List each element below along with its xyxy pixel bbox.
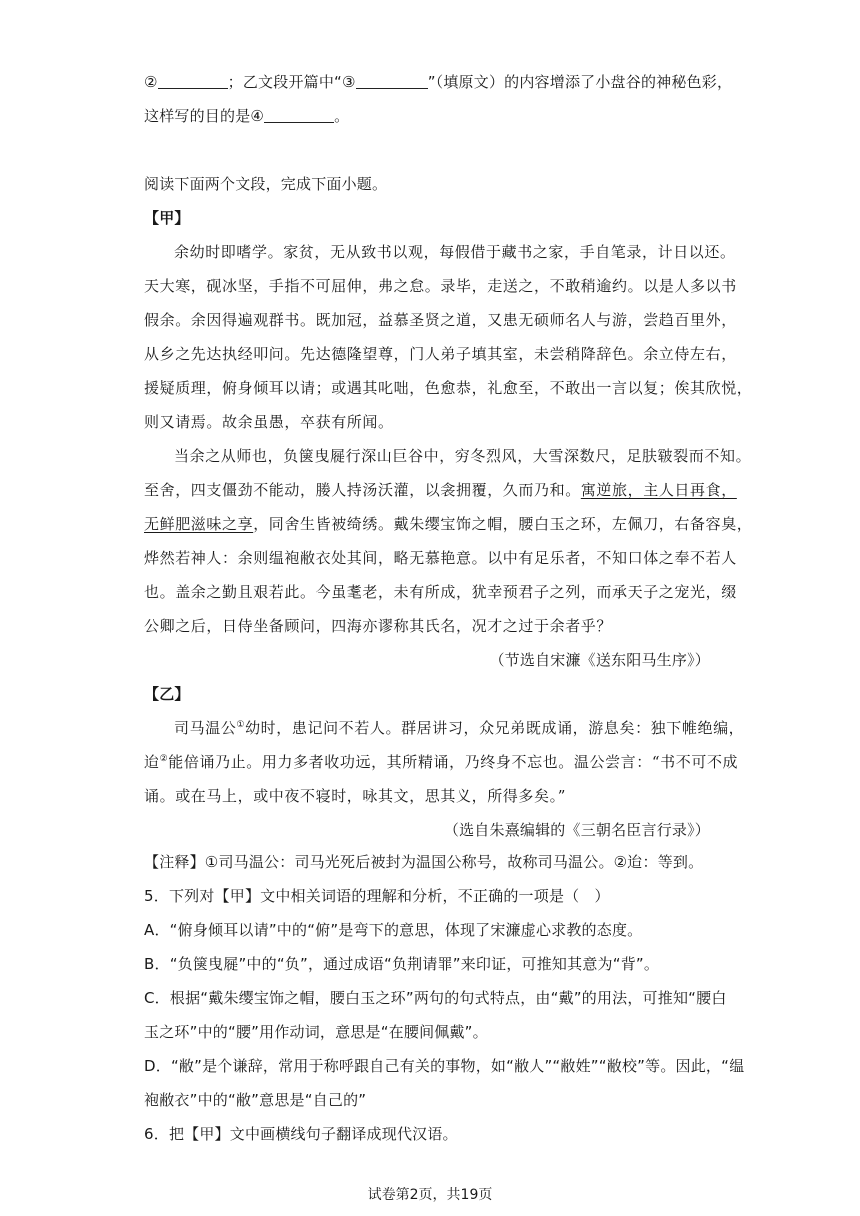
question-6-stem: 6．把【甲】文中画横线句子翻译成现代汉语。 (144, 1125, 458, 1143)
passage-yi-line (144, 752, 738, 772)
question-5-option-d[interactable]: D．“敝”是个谦辞，常用于称呼跟自己有关的事物，如“敝人”“敝姓”“敝校”等。因此，“缊 (144, 1057, 745, 1075)
passage-jia-line: 余幼时即嗜学。家贫，无从致书以观，每假借于藏书之家，手自笔录，计日以还。 (174, 243, 736, 261)
passage-jia-line: 假余。余因得遍观群书。既加冠，益慕圣贤之道，又患无硕师名人与游，尝趋百里外， (144, 311, 737, 329)
question-5-option-c[interactable]: C．根据“戴朱缨宝饰之帽，腰白玉之环”两句的句式特点，由“戴”的用法，可推知“腰白 (144, 989, 727, 1007)
answer-blank-2[interactable] (158, 73, 228, 89)
passage-jia-line (144, 514, 752, 534)
passage-yi-source: （选自朱熹编辑的《三朝名臣言行录》） (443, 821, 710, 839)
question-5-option-a[interactable]: A．“俯身倾耳以请”中的“俯”是弯下的意思，体现了宋濂虚心求教的态度。 (144, 921, 643, 939)
passage-text: 迨 (144, 753, 160, 771)
passage-text: 能倍诵乃止。用力多者收功远，其所精诵，乃终身不忘也。温公尝言：“书不可不成 (168, 753, 739, 771)
passage-jia-line: 从乡之先达执经叩问。先达德隆望尊，门人弟子填其室，未尝稍降辞色。余立侍左右， (144, 345, 737, 363)
passage-jia-label: 【甲】 (144, 209, 190, 227)
question-text: ；乙文段开篇中“③ (227, 73, 356, 91)
passage-text: 至舍，四支僵劲不能动，媵人持汤沃灌，以衾拥覆，久而乃和。 (144, 481, 581, 499)
reading-instruction: 阅读下面两个文段，完成下面小题。 (144, 175, 388, 193)
passage-jia-line: 烨然若神人：余则缊袍敝衣处其间，略无慕艳意。以中有足乐者，不知口体之奉不若人 (144, 549, 737, 567)
passage-text: 司马温公 (174, 719, 237, 737)
question-blank-line-2 (144, 106, 349, 126)
question-5-stem: 5．下列对【甲】文中相关词语的理解和分析，不正确的一项是（ ） (144, 887, 610, 905)
blank-marker-2: ② (144, 73, 158, 91)
page-footer: 试卷第2页，共19页 (367, 1187, 493, 1203)
footnote-marker: ② (159, 754, 169, 764)
passage-jia-line: 公卿之后，日侍坐备顾问，四海亦谬称其氏名，况才之过于余者乎？ (144, 617, 613, 635)
passage-text: ，同舍生皆被绮绣。戴朱缨宝饰之帽，腰白玉之环，左佩刀，右备容臭， (253, 515, 753, 533)
passage-jia-line: 则又请焉。故余虽愚，卒获有所闻。 (144, 413, 394, 431)
annotation-note: 【注释】①司马温公：司马光死后被封为温国公称号，故称司马温公。②迨：等到。 (144, 853, 704, 871)
question-text: ”（填原文）的内容增添了小盘谷的神秘色彩， (427, 73, 733, 91)
passage-jia-line (144, 480, 737, 500)
passage-jia-line: 也。盖余之勤且艰若此。今虽耄老，未有所成，犹幸预君子之列，而承天子之宠光，缀 (144, 583, 737, 601)
passage-jia-line: 天大寒，砚冰坚，手指不可屈伸，弗之怠。录毕，走送之，不敢稍逾约。以是人多以书 (144, 277, 737, 295)
question-text: 。 (334, 107, 350, 125)
passage-yi-line: 诵。或在马上，或中夜不寝时，咏其文，思其义，所得多矣。” (144, 787, 566, 805)
question-text: 这样写的目的是④ (144, 107, 265, 125)
question-blank-line-1 (144, 72, 732, 92)
passage-jia-line: 当余之从师也，负箧曳屣行深山巨谷中，穷冬烈风，大雪深数尺，足肤皲裂而不知。 (174, 447, 752, 465)
underlined-sentence: 寓逆旅，主人日再食， (580, 481, 737, 499)
answer-blank-3[interactable] (356, 73, 428, 89)
underlined-sentence: 无鲜肥滋味之享 (144, 515, 254, 533)
question-5-option-d-cont: 袍敝衣”中的“敝”意思是“自己的” (144, 1091, 367, 1109)
passage-text: 幼时，患记问不若人。群居讲习，众兄弟既成诵，游息矣：独下帷绝编， (245, 719, 745, 737)
answer-blank-4[interactable] (264, 107, 334, 123)
question-5-option-b[interactable]: B．“负箧曳屣”中的“负”，通过成语“负荆请罪”来印证，可推知其意为“背”。 (144, 955, 660, 973)
passage-yi-label: 【乙】 (144, 685, 190, 703)
footnote-marker: ① (236, 720, 246, 730)
question-5-option-c-cont: 玉之环”中的“腰”用作动词，意思是“在腰间佩戴”。 (144, 1023, 488, 1041)
passage-yi-line (174, 718, 744, 738)
passage-jia-line: 援疑质理，俯身倾耳以请；或遇其叱咄，色愈恭，礼愈至，不敢出一言以复；俟其欣悦， (144, 379, 753, 397)
passage-jia-source: （节选自宋濂《送东阳马生序》） (489, 651, 710, 669)
